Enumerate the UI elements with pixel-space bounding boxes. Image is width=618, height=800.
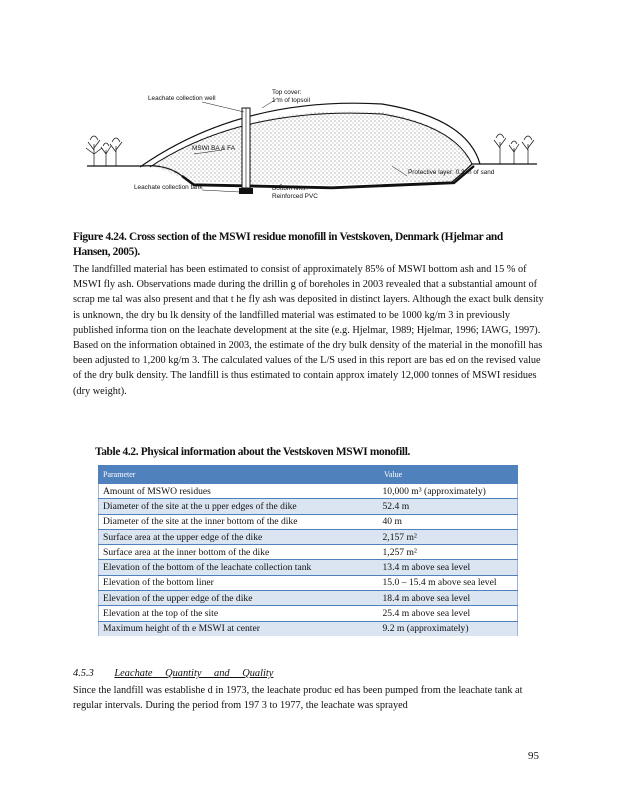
cell-value: 10,000 m³ (approximately): [380, 484, 518, 499]
cell-parameter: Elevation of the upper edge of the dike: [99, 591, 380, 606]
figure-caption-line-2: Hansen, 2005).: [73, 246, 140, 258]
cell-parameter: Elevation of the bottom of the leachate collection tank: [99, 560, 380, 575]
cell-parameter: Elevation of the bottom liner: [99, 575, 380, 590]
cell-value: 18.4 m above sea level: [380, 591, 518, 606]
cell-value: 25.4 m above sea level: [380, 606, 518, 621]
tree-icon-right: [494, 134, 534, 164]
leachate-tank: [239, 188, 253, 194]
cell-parameter: Amount of MSWO residues: [99, 484, 380, 499]
section-heading: [73, 668, 273, 679]
cell-parameter: Diameter of the site at the u pper edges of the dike: [99, 499, 380, 514]
section-number: 4.5.3: [73, 668, 94, 679]
label-bottom-liner-detail: Reinforced PVC: [272, 193, 318, 200]
label-waste: MSWI BA & FA: [192, 145, 235, 152]
cell-parameter: Diameter of the site at the inner bottom of the dike: [99, 514, 380, 529]
cell-parameter: Surface area at the upper edge of the dike: [99, 529, 380, 544]
table-row: [99, 545, 518, 560]
header-value: Value: [380, 466, 518, 484]
table-row: [99, 621, 518, 636]
label-protective-layer: Protective layer: 0.3 m of sand: [408, 169, 495, 176]
table-row: [99, 484, 518, 499]
section-title: Leachate Quantity and Quality: [114, 668, 274, 679]
label-leachate-well: Leachate collection well: [148, 95, 216, 102]
cell-value: 2,157 m²: [380, 529, 518, 544]
figure-caption-line-1: Figure 4.24. Cross section of the MSWI residue monofill in Vestskoven, Denmark (Hjelmar and: [73, 231, 503, 243]
page-number: 95: [528, 750, 539, 762]
label-bottom-liner: Bottom liner:: [272, 185, 308, 192]
label-top-cover-detail: 1 m of topsoil: [272, 97, 311, 104]
physical-info-table: [98, 465, 518, 636]
paragraph-bulk-density: The landfilled material has been estimated to consist of approximately 85% of MSWI bottom ash and 15 % of MSWI fly ash. Observations made during the drillin g of boreholes in 2003 revealed that a substantial amount of scrap me tal was also present and that t he fly ash was deposited in distinct layers. Although the exact bulk density is unknown, the dry bu lk density of the landfilled material was estimated to be 1000 kg/m 3 in previously published informa tion on the leachate development at the site (e.g. Hjelmar, 1989; Hjelmar, 1996; IAWG, 1997). Based on the information obtained in 2003, the estimate of the dry bulk density of the material in the monofill has been adjusted to 1,200 kg/m 3. The calculated values of the L/S used in this report are bas ed on the revised value of the dry bulk density. The landfill is thus estimated to contain approx imately 12,000 tonnes of MSWI residues (dry weight).: [73, 264, 544, 397]
table-row: [99, 575, 518, 590]
cell-parameter: Maximum height of th e MSWI at center: [99, 621, 380, 636]
tree-icon-left: [86, 136, 122, 166]
label-leachate-tank: Leachate collection tank: [134, 184, 203, 191]
table-header-row: [99, 466, 518, 484]
table-row: [99, 560, 518, 575]
landfill-cross-section-figure: [82, 84, 542, 214]
table-title: Table 4.2. Physical information about the Vestskoven MSWI monofill.: [95, 446, 411, 458]
cell-value: 1,257 m²: [380, 545, 518, 560]
cell-value: 40 m: [380, 514, 518, 529]
header-parameter: Parameter: [99, 466, 380, 484]
cell-parameter: Surface area at the inner bottom of the dike: [99, 545, 380, 560]
cell-value: 52.4 m: [380, 499, 518, 514]
cell-value: 15.0 – 15.4 m above sea level: [380, 575, 518, 590]
table-row: [99, 606, 518, 621]
cell-value: 9.2 m (approximately): [380, 621, 518, 636]
table-row: [99, 514, 518, 529]
table-row: [99, 529, 518, 544]
table-row: [99, 499, 518, 514]
cell-parameter: Elevation at the top of the site: [99, 606, 380, 621]
table-row: [99, 591, 518, 606]
figure-caption: [73, 230, 543, 260]
label-top-cover: Top cover:: [272, 89, 302, 96]
cell-value: 13.4 m above sea level: [380, 560, 518, 575]
paragraph-leachate: Since the landfill was establishe d in 1973, the leachate produc ed has been pumped from the leachate tank at regular intervals. During the period from 197 3 to 1977, the leachate was sprayed: [73, 685, 523, 712]
